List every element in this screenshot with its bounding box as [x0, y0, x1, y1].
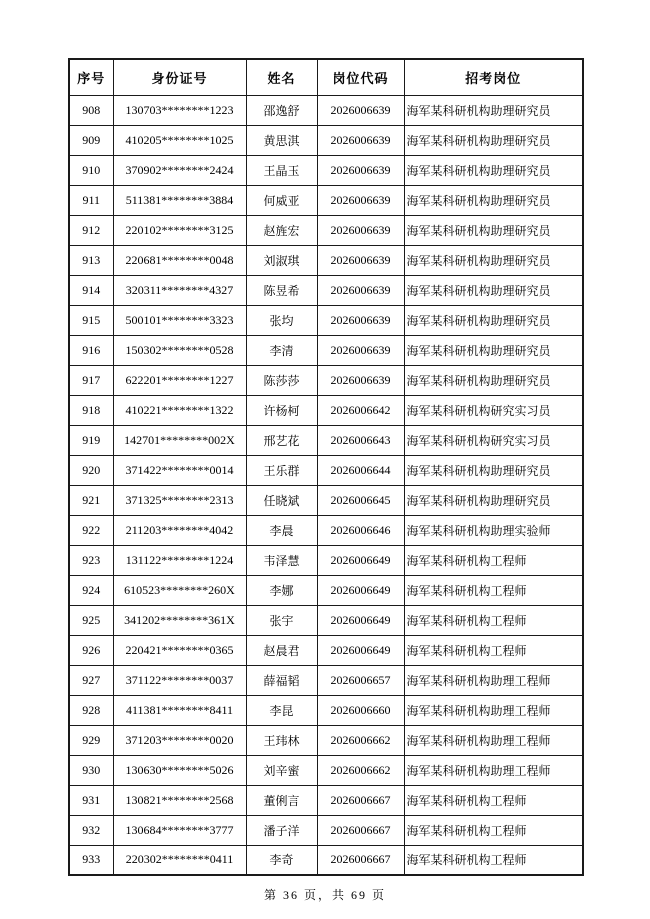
cell-name: 邢艺花: [246, 425, 317, 455]
cell-seq-number: 912: [69, 215, 113, 245]
cell-name: 李娜: [246, 575, 317, 605]
cell-post-title: 海军某科研机构助理研究员: [404, 125, 583, 155]
cell-seq-number: 925: [69, 605, 113, 635]
cell-post-title: 海军某科研机构工程师: [404, 635, 583, 665]
cell-seq-number: 923: [69, 545, 113, 575]
cell-seq-number: 918: [69, 395, 113, 425]
cell-seq-number: 929: [69, 725, 113, 755]
cell-post-title: 海军某科研机构助理研究员: [404, 275, 583, 305]
cell-post-title: 海军某科研机构助理研究员: [404, 215, 583, 245]
cell-id-number: 511381********3884: [113, 185, 246, 215]
cell-id-number: 130630********5026: [113, 755, 246, 785]
table-row: [69, 185, 583, 215]
table-row: [69, 275, 583, 305]
cell-post-code: 2026006667: [317, 815, 404, 845]
cell-post-title: 海军某科研机构助理研究员: [404, 365, 583, 395]
cell-id-number: 130684********3777: [113, 815, 246, 845]
page-number-footer: 第 36 页，共 69 页: [263, 888, 386, 902]
cell-seq-number: 927: [69, 665, 113, 695]
cell-post-title: 海军某科研机构助理实验师: [404, 515, 583, 545]
cell-seq-number: 919: [69, 425, 113, 455]
cell-seq-number: 909: [69, 125, 113, 155]
cell-post-code: 2026006639: [317, 305, 404, 335]
cell-id-number: 220102********3125: [113, 215, 246, 245]
table-row: [69, 395, 583, 425]
cell-id-number: 142701********002X: [113, 425, 246, 455]
table-row: [69, 785, 583, 815]
cell-name: 王乐群: [246, 455, 317, 485]
cell-post-title: 海军某科研机构工程师: [404, 785, 583, 815]
cell-post-title: 海军某科研机构研究实习员: [404, 395, 583, 425]
cell-seq-number: 914: [69, 275, 113, 305]
cell-name: 任晓斌: [246, 485, 317, 515]
cell-name: 陈昱希: [246, 275, 317, 305]
table-row: [69, 665, 583, 695]
table-header: [69, 59, 583, 95]
cell-id-number: 211203********4042: [113, 515, 246, 545]
cell-post-code: 2026006639: [317, 275, 404, 305]
table-row: [69, 755, 583, 785]
cell-seq-number: 911: [69, 185, 113, 215]
cell-post-title: 海军某科研机构研究实习员: [404, 425, 583, 455]
cell-id-number: 371422********0014: [113, 455, 246, 485]
cell-id-number: 370902********2424: [113, 155, 246, 185]
cell-name: 何威亚: [246, 185, 317, 215]
header-id-number: 身份证号: [113, 59, 246, 95]
cell-post-title: 海军某科研机构助理研究员: [404, 305, 583, 335]
cell-id-number: 371122********0037: [113, 665, 246, 695]
cell-post-code: 2026006639: [317, 215, 404, 245]
cell-post-title: 海军某科研机构助理工程师: [404, 725, 583, 755]
cell-id-number: 320311********4327: [113, 275, 246, 305]
cell-seq-number: 915: [69, 305, 113, 335]
table-row: [69, 455, 583, 485]
cell-seq-number: 933: [69, 845, 113, 875]
cell-id-number: 130703********1223: [113, 95, 246, 125]
cell-post-code: 2026006639: [317, 95, 404, 125]
cell-post-title: 海军某科研机构助理研究员: [404, 185, 583, 215]
cell-name: 潘子洋: [246, 815, 317, 845]
cell-seq-number: 917: [69, 365, 113, 395]
cell-post-code: 2026006639: [317, 365, 404, 395]
cell-seq-number: 930: [69, 755, 113, 785]
cell-post-title: 海军某科研机构工程师: [404, 545, 583, 575]
cell-id-number: 622201********1227: [113, 365, 246, 395]
cell-post-code: 2026006662: [317, 725, 404, 755]
table-row: [69, 125, 583, 155]
table-row: [69, 575, 583, 605]
cell-post-code: 2026006649: [317, 635, 404, 665]
cell-post-title: 海军某科研机构助理研究员: [404, 335, 583, 365]
cell-seq-number: 924: [69, 575, 113, 605]
table-row: [69, 215, 583, 245]
cell-id-number: 220681********0048: [113, 245, 246, 275]
cell-post-code: 2026006646: [317, 515, 404, 545]
cell-name: 许杨柯: [246, 395, 317, 425]
cell-post-code: 2026006639: [317, 245, 404, 275]
cell-post-title: 海军某科研机构助理研究员: [404, 455, 583, 485]
cell-post-code: 2026006649: [317, 605, 404, 635]
cell-seq-number: 932: [69, 815, 113, 845]
table-row: [69, 635, 583, 665]
cell-post-title: 海军某科研机构工程师: [404, 605, 583, 635]
table-row: [69, 365, 583, 395]
cell-seq-number: 922: [69, 515, 113, 545]
cell-name: 刘淑琪: [246, 245, 317, 275]
cell-name: 黄思淇: [246, 125, 317, 155]
table-row: [69, 605, 583, 635]
cell-id-number: 371325********2313: [113, 485, 246, 515]
cell-name: 王玮林: [246, 725, 317, 755]
cell-name: 李奇: [246, 845, 317, 875]
cell-id-number: 500101********3323: [113, 305, 246, 335]
cell-id-number: 341202********361X: [113, 605, 246, 635]
cell-name: 董俐言: [246, 785, 317, 815]
candidate-roster-table: [68, 58, 584, 876]
header-name: 姓名: [246, 59, 317, 95]
cell-post-code: 2026006645: [317, 485, 404, 515]
cell-seq-number: 910: [69, 155, 113, 185]
table-row: [69, 305, 583, 335]
cell-post-code: 2026006642: [317, 395, 404, 425]
table-row: [69, 335, 583, 365]
table-row: [69, 515, 583, 545]
cell-seq-number: 913: [69, 245, 113, 275]
table-row: [69, 425, 583, 455]
cell-name: 赵旌宏: [246, 215, 317, 245]
cell-id-number: 410205********1025: [113, 125, 246, 155]
cell-post-code: 2026006660: [317, 695, 404, 725]
cell-post-title: 海军某科研机构工程师: [404, 845, 583, 875]
cell-name: 王晶玉: [246, 155, 317, 185]
cell-id-number: 220421********0365: [113, 635, 246, 665]
table-row: [69, 95, 583, 125]
cell-name: 张均: [246, 305, 317, 335]
cell-post-code: 2026006643: [317, 425, 404, 455]
cell-post-title: 海军某科研机构助理研究员: [404, 155, 583, 185]
table-row: [69, 695, 583, 725]
table-row: [69, 845, 583, 875]
cell-name: 韦泽慧: [246, 545, 317, 575]
table-row: [69, 815, 583, 845]
cell-id-number: 371203********0020: [113, 725, 246, 755]
cell-post-title: 海军某科研机构助理研究员: [404, 95, 583, 125]
cell-id-number: 130821********2568: [113, 785, 246, 815]
cell-id-number: 131122********1224: [113, 545, 246, 575]
cell-name: 李昆: [246, 695, 317, 725]
cell-post-title: 海军某科研机构助理工程师: [404, 695, 583, 725]
table-row: [69, 155, 583, 185]
cell-post-code: 2026006639: [317, 155, 404, 185]
cell-post-code: 2026006667: [317, 785, 404, 815]
cell-name: 李清: [246, 335, 317, 365]
cell-seq-number: 921: [69, 485, 113, 515]
table-row: [69, 545, 583, 575]
cell-post-title: 海军某科研机构助理研究员: [404, 485, 583, 515]
cell-post-title: 海军某科研机构助理工程师: [404, 755, 583, 785]
cell-name: 刘辛蜜: [246, 755, 317, 785]
cell-seq-number: 926: [69, 635, 113, 665]
cell-seq-number: 920: [69, 455, 113, 485]
cell-post-title: 海军某科研机构工程师: [404, 575, 583, 605]
cell-id-number: 150302********0528: [113, 335, 246, 365]
cell-id-number: 411381********8411: [113, 695, 246, 725]
cell-post-title: 海军某科研机构助理研究员: [404, 245, 583, 275]
header-post-title: 招考岗位: [404, 59, 583, 95]
cell-id-number: 410221********1322: [113, 395, 246, 425]
cell-name: 赵晨君: [246, 635, 317, 665]
cell-post-code: 2026006639: [317, 185, 404, 215]
table-header-row: [69, 59, 583, 95]
cell-post-code: 2026006644: [317, 455, 404, 485]
cell-name: 邵逸舒: [246, 95, 317, 125]
cell-id-number: 220302********0411: [113, 845, 246, 875]
cell-seq-number: 928: [69, 695, 113, 725]
table-row: [69, 485, 583, 515]
cell-id-number: 610523********260X: [113, 575, 246, 605]
cell-post-code: 2026006639: [317, 125, 404, 155]
cell-post-code: 2026006639: [317, 335, 404, 365]
cell-post-code: 2026006649: [317, 545, 404, 575]
cell-post-title: 海军某科研机构工程师: [404, 815, 583, 845]
cell-post-title: 海军某科研机构助理工程师: [404, 665, 583, 695]
header-post-code: 岗位代码: [317, 59, 404, 95]
cell-post-code: 2026006657: [317, 665, 404, 695]
cell-name: 薛福韬: [246, 665, 317, 695]
table-body: [69, 95, 583, 875]
cell-name: 李晨: [246, 515, 317, 545]
header-seq-number: 序号: [69, 59, 113, 95]
cell-post-code: 2026006667: [317, 845, 404, 875]
cell-post-code: 2026006649: [317, 575, 404, 605]
cell-name: 张宇: [246, 605, 317, 635]
table-row: [69, 245, 583, 275]
cell-post-code: 2026006662: [317, 755, 404, 785]
table-row: [69, 725, 583, 755]
cell-name: 陈莎莎: [246, 365, 317, 395]
cell-seq-number: 931: [69, 785, 113, 815]
cell-seq-number: 908: [69, 95, 113, 125]
cell-seq-number: 916: [69, 335, 113, 365]
